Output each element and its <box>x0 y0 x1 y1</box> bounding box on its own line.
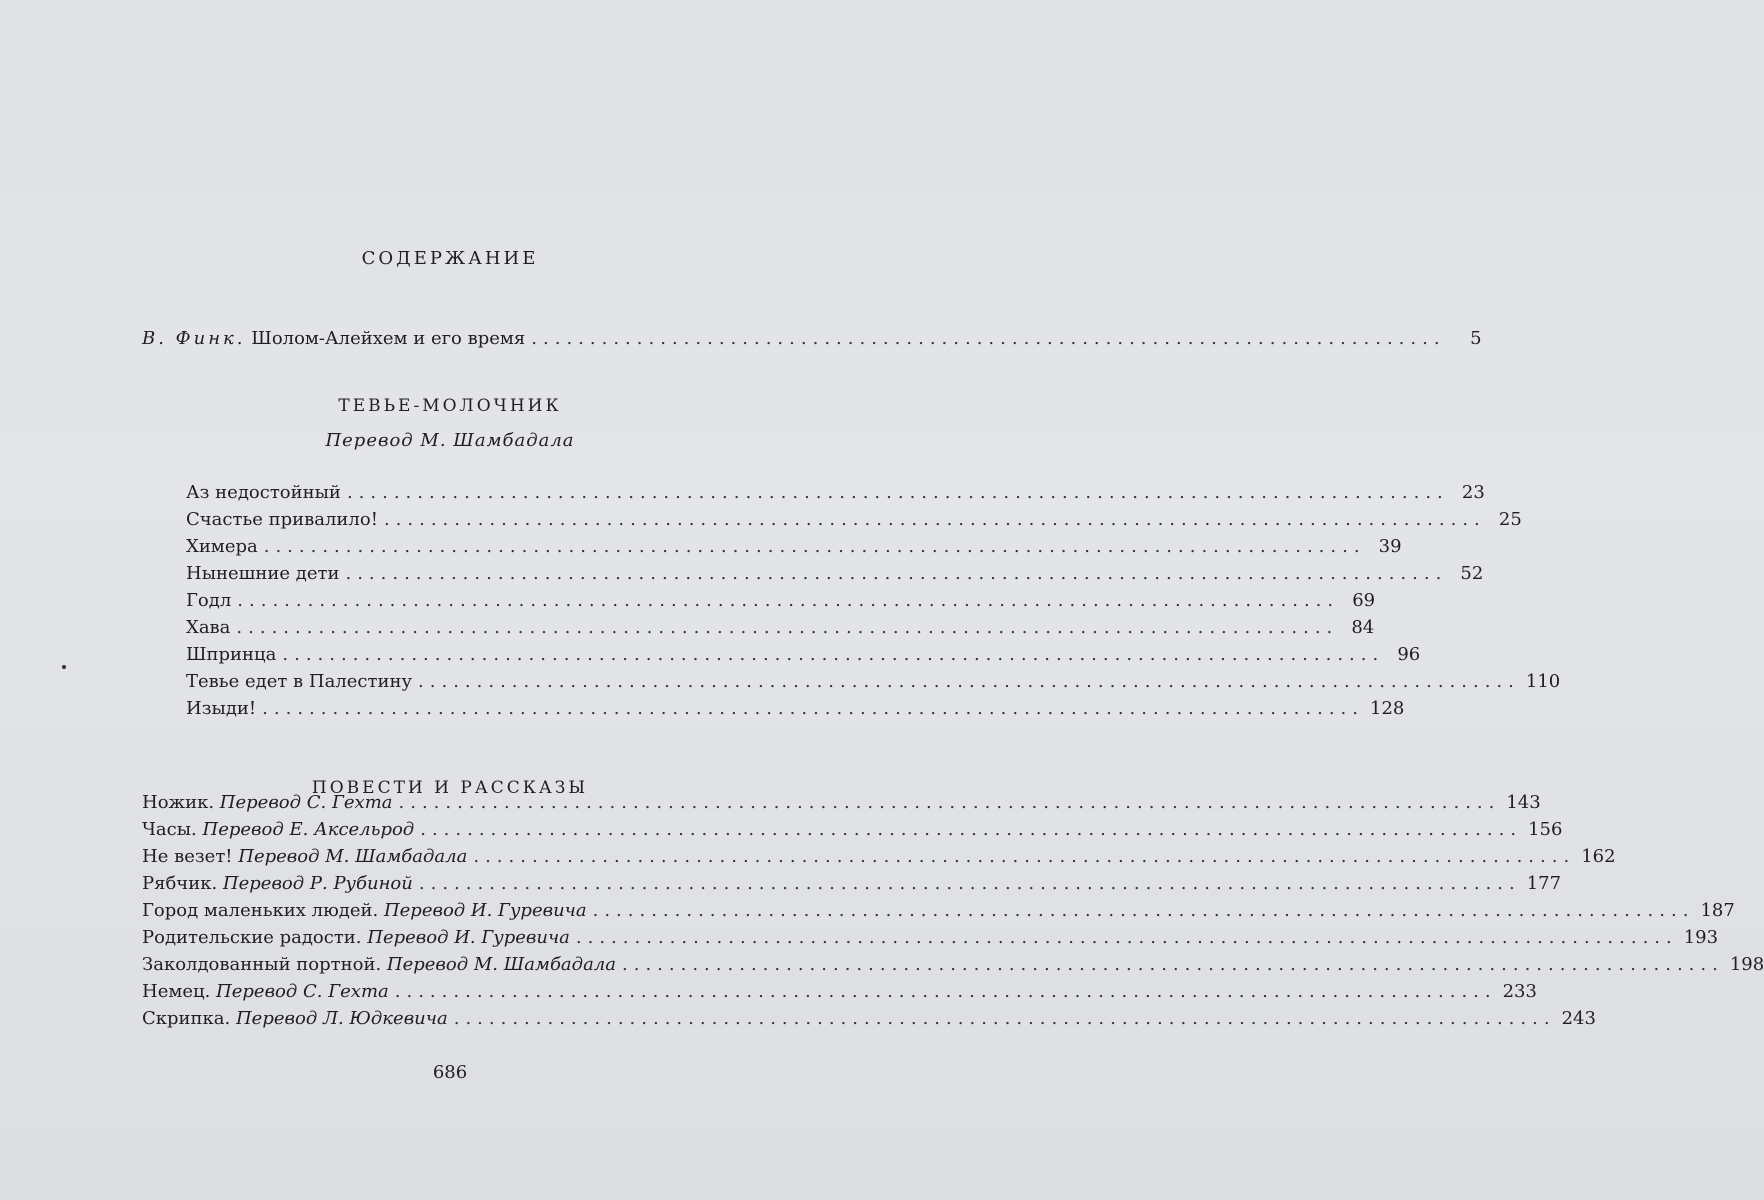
leader-dots: .............................................................................................. <box>592 900 1695 921</box>
entry-page: 177 <box>1526 873 1562 894</box>
entry-translator: Перевод С. Гехта <box>216 981 389 1002</box>
entry-page: 198 <box>1729 954 1764 975</box>
intro-author: В. Финк. <box>142 328 246 349</box>
leader-dots: .............................................................................................. <box>263 536 1366 557</box>
leader-dots: .............................................................................................. <box>473 846 1576 867</box>
entry-page: 128 <box>1370 698 1405 719</box>
entry-title: Тевье едет в Палестину <box>186 671 413 692</box>
entry-title: Не везет! <box>142 846 233 867</box>
entry-translator: Перевод С. Гехта <box>219 792 393 813</box>
toc-entry <box>142 873 1562 894</box>
toc-entry <box>186 509 1522 530</box>
leader-dots: .............................................................................................. <box>622 954 1724 975</box>
section1-title: ТЕВЬЕ-МОЛОЧНИК <box>338 396 562 416</box>
entry-page: 233 <box>1502 981 1537 1002</box>
entry-translator: Перевод Л. Юдкевича <box>235 1008 448 1029</box>
leader-dots: .............................................................................................. <box>418 873 1521 894</box>
entry-title: Часы. <box>142 819 197 840</box>
entry-translator: Перевод И. Гуревича <box>367 927 570 948</box>
section2-title: ПОВЕСТИ И РАССКАЗЫ <box>311 778 589 798</box>
entry-page: 69 <box>1352 590 1376 611</box>
entry-title: Рябчик. <box>142 873 218 894</box>
entry-page: 23 <box>1461 482 1485 503</box>
entry-page: 39 <box>1378 536 1402 557</box>
leader-dots: .............................................................................................. <box>346 482 1449 503</box>
entry-page: 162 <box>1581 846 1616 867</box>
entry-title: Годл <box>186 590 232 611</box>
toc-entry-intro <box>142 328 1482 349</box>
entry-title: Город маленьких людей. <box>142 900 379 921</box>
entry-translator: Перевод Е. Аксельрод <box>202 819 415 840</box>
intro-page: 5 <box>1470 328 1482 349</box>
entry-translator: Перевод М. Шамбадала <box>386 954 616 975</box>
toc-entry <box>142 819 1563 840</box>
entry-page: 25 <box>1498 509 1522 530</box>
entry-translator: Перевод М. Шамбадала <box>238 846 468 867</box>
leader-dots: .............................................................................................. <box>262 698 1364 719</box>
leader-dots: .............................................................................................. <box>237 590 1340 611</box>
toc-entry <box>142 981 1537 1002</box>
toc-entry <box>142 927 1719 948</box>
leader-dots: .............................................................................................. <box>420 819 1523 840</box>
entry-page: 243 <box>1561 1008 1596 1029</box>
leader-dots: .............................................................................................. <box>398 792 1501 813</box>
toc-entry <box>142 954 1764 975</box>
leader-dots: .............................................................................................. <box>282 644 1385 665</box>
toc-entry <box>186 698 1405 719</box>
toc-entry <box>142 1008 1596 1029</box>
toc-entry <box>186 590 1376 611</box>
entry-title: Хава <box>186 617 231 638</box>
leader-dots: .............................................................................................. <box>453 1008 1556 1029</box>
entry-page: 84 <box>1351 617 1375 638</box>
entry-title: Родительские радости. <box>142 927 362 948</box>
entry-title: Изыди! <box>186 698 257 719</box>
leader-dots: .............................................................................................. <box>418 671 1520 692</box>
entry-page: 110 <box>1525 671 1561 692</box>
page-number: 686 <box>432 1062 468 1083</box>
section1-subtitle: Перевод М. Шамбадала <box>325 430 575 451</box>
entry-translator: Перевод И. Гуревича <box>383 900 587 921</box>
entry-page: 143 <box>1506 792 1541 813</box>
contents-title: СОДЕРЖАНИЕ <box>361 248 539 269</box>
entry-title: Шпринца <box>186 644 277 665</box>
toc-entry <box>142 792 1541 813</box>
entry-page: 156 <box>1528 819 1563 840</box>
entry-page: 187 <box>1700 900 1735 921</box>
entry-page: 52 <box>1460 563 1484 584</box>
entry-title: Нынешние дети <box>186 563 340 584</box>
entry-title: Немец. <box>142 981 211 1002</box>
entry-title: Заколдованный портной. <box>142 954 382 975</box>
entry-title: Химера <box>186 536 258 557</box>
entry-page: 193 <box>1683 927 1719 948</box>
entry-page: 96 <box>1397 644 1421 665</box>
leader-dots: .............................................................................................. <box>236 617 1339 638</box>
entry-title: Скрипка. <box>142 1008 231 1029</box>
entry-translator: Перевод Р. Рубиной <box>222 873 413 894</box>
entry-title: Аз недостойный <box>186 482 341 503</box>
entry-title: Счастье привалило! <box>186 509 378 530</box>
toc-entry <box>142 900 1735 921</box>
intro-title: Шолом-Алейхем и его время <box>251 328 526 349</box>
leader-dots: .............................................................................. <box>531 328 1446 349</box>
toc-entry <box>186 482 1485 503</box>
toc-entry <box>186 617 1375 638</box>
toc-entry <box>186 671 1561 692</box>
leader-dots: .............................................................................................. <box>575 927 1678 948</box>
leader-dots: .............................................................................................. <box>345 563 1448 584</box>
leader-dots: .............................................................................................. <box>383 509 1486 530</box>
ink-speck <box>62 665 66 669</box>
toc-entry <box>186 563 1484 584</box>
toc-entry <box>142 846 1616 867</box>
toc-entry <box>186 536 1402 557</box>
entry-title: Ножик. <box>142 792 215 813</box>
toc-entry <box>186 644 1421 665</box>
leader-dots: .............................................................................................. <box>394 981 1497 1002</box>
